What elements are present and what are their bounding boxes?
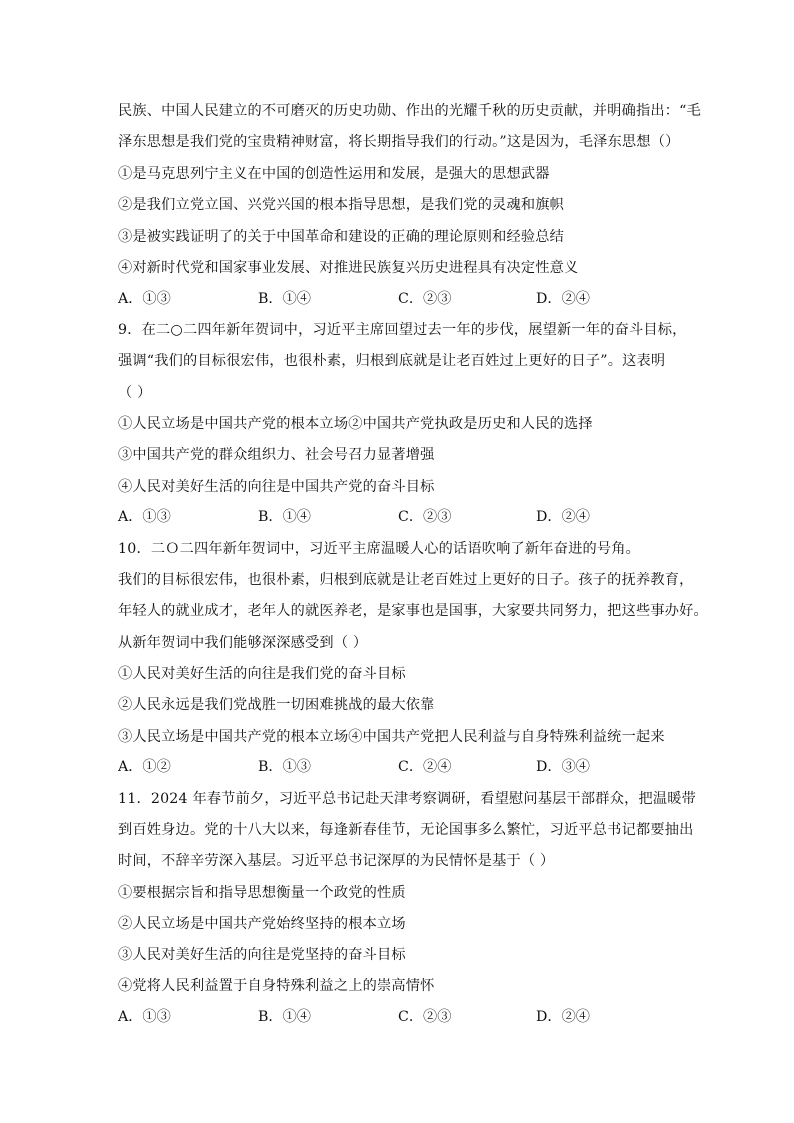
q11-statement-1: ①要根据宗旨和指导思想衡量一个政党的性质 [118, 885, 406, 901]
q10-statement-2: ②人民永远是我们党战胜一切困难挑战的最大依靠 [118, 697, 435, 713]
q11-option-c[interactable]: C．②③ [398, 1009, 452, 1025]
q9-statement-1: ①人民立场是中国共产党的根本立场②中国共产党执政是历史和人民的选择 [118, 416, 593, 432]
q11-statement-3: ③人民对美好生活的向往是党坚持的奋斗目标 [118, 947, 406, 963]
q10-statement-3: ③人民立场是中国共产党的根本立场④中国共产党把人民利益与自身特殊利益统一起来 [118, 729, 665, 745]
q11-option-d[interactable]: D．②④ [536, 1009, 590, 1025]
q8-option-a[interactable]: A．①③ [118, 291, 171, 307]
q8-option-c[interactable]: C．②③ [398, 291, 452, 307]
q8-option-b[interactable]: B．①④ [258, 291, 311, 307]
q11-stem-line-1: 11．2024 年春节前夕，习近平总书记赴天津考察调研，看望慰问基层干部群众，把温暖带 [118, 791, 697, 807]
q10-stem-line-1: 10．二Ｏ二四年新年贺词中，习近平主席温暖人心的话语吹响了新年奋进的号角。 [118, 541, 641, 557]
q8-option-d[interactable]: D．②④ [536, 291, 590, 307]
q9-option-a[interactable]: A．①③ [118, 509, 171, 525]
q10-stem-line-2: 我们的目标很宏伟，也很朴素，归根到底就是让老百姓过上更好的日子。孩子的抚养教育， [118, 572, 694, 588]
q11-stem-line-2: 到百姓身边。党的十八大以来，每逢新春佳节，无论国事多么繁忙，习近平总书记都要抽出 [118, 822, 694, 838]
q9-statement-3: ④人民对美好生活的向往是中国共产党的奋斗目标 [118, 479, 435, 495]
q9-stem-line-1: 9．在二○二四年新年贺词中，习近平主席回望过去一年的步伐，展望新一年的奋斗目标， [118, 322, 687, 338]
q10-statement-1: ①人民对美好生活的向往是我们党的奋斗目标 [118, 666, 406, 682]
q8-statement-1: ①是马克思列宁主义在中国的创造性运用和发展，是强大的思想武器 [118, 166, 550, 182]
q10-option-a[interactable]: A．①② [118, 759, 171, 775]
q9-stem-line-2: 强调“我们的目标很宏伟，也很朴素，归根到底就是让老百姓过上更好的日子”。这表明 [118, 353, 666, 369]
q9-option-b[interactable]: B．①④ [258, 509, 311, 525]
q11-stem-line-3: 时间，不辞辛劳深入基层。习近平总书记深厚的为民情怀是基于（ ） [118, 853, 555, 869]
q11-option-a[interactable]: A．①③ [118, 1009, 171, 1025]
q8-stem-line-2: 泽东思想是我们党的宝贵精神财富，将长期指导我们的行动。”这是因为，毛泽东思想（） [118, 134, 680, 150]
q10-stem-line-4: 从新年贺词中我们能够深深感受到（ ） [118, 635, 368, 651]
q10-option-d[interactable]: D．③④ [536, 759, 590, 775]
q8-statement-2: ②是我们立党立国、兴党兴国的根本指导思想，是我们党的灵魂和旗帜 [118, 197, 565, 213]
q9-stem-line-3: （ ） [118, 385, 152, 401]
q10-option-c[interactable]: C．②④ [398, 759, 452, 775]
q8-stem-line-1: 民族、中国人民建立的不可磨灭的历史功勋、作出的光耀千秋的历史贡献，并明确指出：“毛 [118, 103, 701, 119]
q11-option-b[interactable]: B．①④ [258, 1009, 311, 1025]
q10-option-b[interactable]: B．①③ [258, 759, 311, 775]
q8-statement-3: ③是被实践证明了的关于中国革命和建设的正确的理论原则和经验总结 [118, 229, 565, 245]
q11-statement-2: ②人民立场是中国共产党始终坚持的根本立场 [118, 916, 406, 932]
q10-stem-line-3: 年轻人的就业成才，老年人的就医养老，是家事也是国事，大家要共同努力，把这些事办好。 [118, 603, 708, 619]
q9-option-d[interactable]: D．②④ [536, 509, 590, 525]
q9-statement-2: ③中国共产党的群众组织力、社会号召力显著增强 [118, 447, 435, 463]
q11-statement-4: ④党将人民利益置于自身特殊利益之上的崇高情怀 [118, 978, 435, 994]
q8-statement-4: ④对新时代党和国家事业发展、对推进民族复兴历史进程具有决定性意义 [118, 260, 579, 276]
q9-option-c[interactable]: C．②③ [398, 509, 452, 525]
